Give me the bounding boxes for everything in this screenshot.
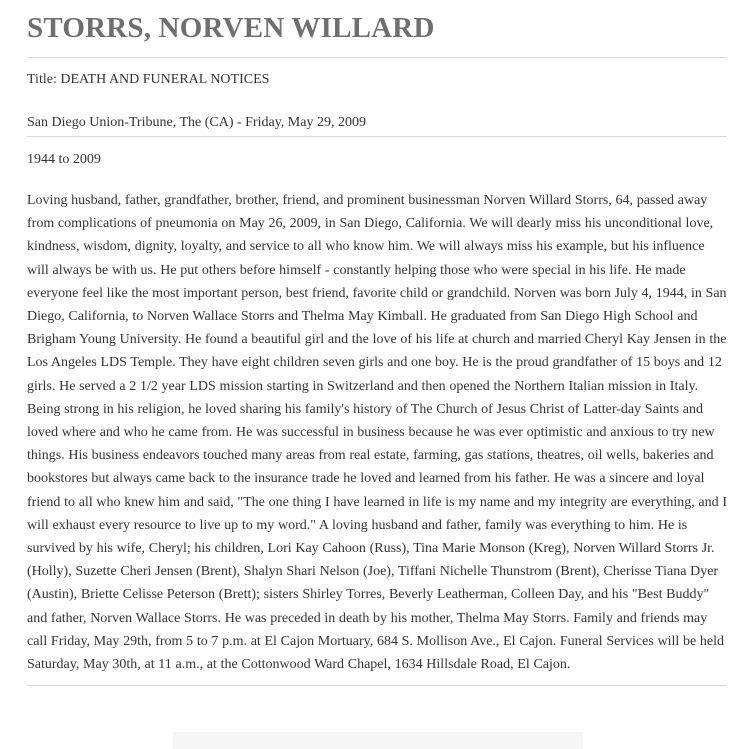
notice-title: Title: DEATH AND FUNERAL NOTICES [27,72,270,87]
publication-source: San Diego Union-Tribune, The (CA) - Friday, May 29, 2009 [27,115,366,130]
footer-bar [173,732,583,749]
life-years: 1944 to 2009 [27,152,101,167]
page-title: STORRS, NORVEN WILLARD [27,12,435,44]
divider [27,685,727,686]
obituary-page [27,0,727,686]
obituary-body: Loving husband, father, grandfather, brother, friend, and prominent businessman Norven Willard Storrs, 64, passed away from complications of pneumonia on May 26, 2009, in San Diego, California. We will dearly miss his unconditional love, kindness, wisdom, dignity, loyalty, and service to all who know him. We will always miss his example, but his influence will always be with us. He put others before himself - constantly helping those who were special in his life. He made everyone feel like the most important person, best friend, favorite child or grandchild. Norven was born July 4, 1944, in San Diego, California, to Norven Wallace Storrs and Thelma May Kimball. He graduated from San Diego High School and Brigham Young University. He found a beautiful girl and the love of his life at church and married Cheryl Kay Jensen in the Los Angeles LDS Temple. They have eight children seven girls and one boy. He is the proud grandfather of 15 boys and 12 girls. He served a 2 1/2 year LDS mission starting in Switzerland and then opened the Northern Italian mission in Italy. Being strong in his religion, he loved sharing his family's history of The Church of Jesus Christ of Latter-day Saints and loved where and who he came from. He was successful in business because he was ever optimistic and anxious to try new things. His business endeavors touched many areas from real estate, farming, gas stations, theatres, oil wells, bakeries and bookstores but always came back to the insurance trade he loved and learned from his father. He was a sincere and loyal friend to all who knew him and said, "The one thing I have learned in life is my name and my integrity are everything, and I will exhaust every resource to live up to my word." A loving husband and father, family was everything to him. He is survived by his wife, Cheryl; his children, Lori Kay Cahoon (Russ), Tina Marie Monson (Kreg), Norven Willard Storrs Jr. (Holly), Suzette Cheri Jensen (Brent), Shalyn Shari Nelson (Joe), Tiffani Nichelle Thunstrom (Brent), Cherisse Tiana Dyer (Austin), Briette Celisse Peterson (Brett); sisters Shirley Torres, Beverly Leatherman, Colleen Day, and his "Best Buddy" and father, Norven Wallace Storrs. He was preceded in death by his mother, Thelma May Storrs. Family and friends may call Friday, May 29th, from 5 to 7 p.m. at El Cajon Mortuary, 684 S. Mollison Ave., El Cajon. Funeral Services will be held Saturday, May 30th, at 11 a.m., at the Cottonwood Ward Chapel, 1634 Hillsdale Road, El Cajon. [27,193,728,673]
